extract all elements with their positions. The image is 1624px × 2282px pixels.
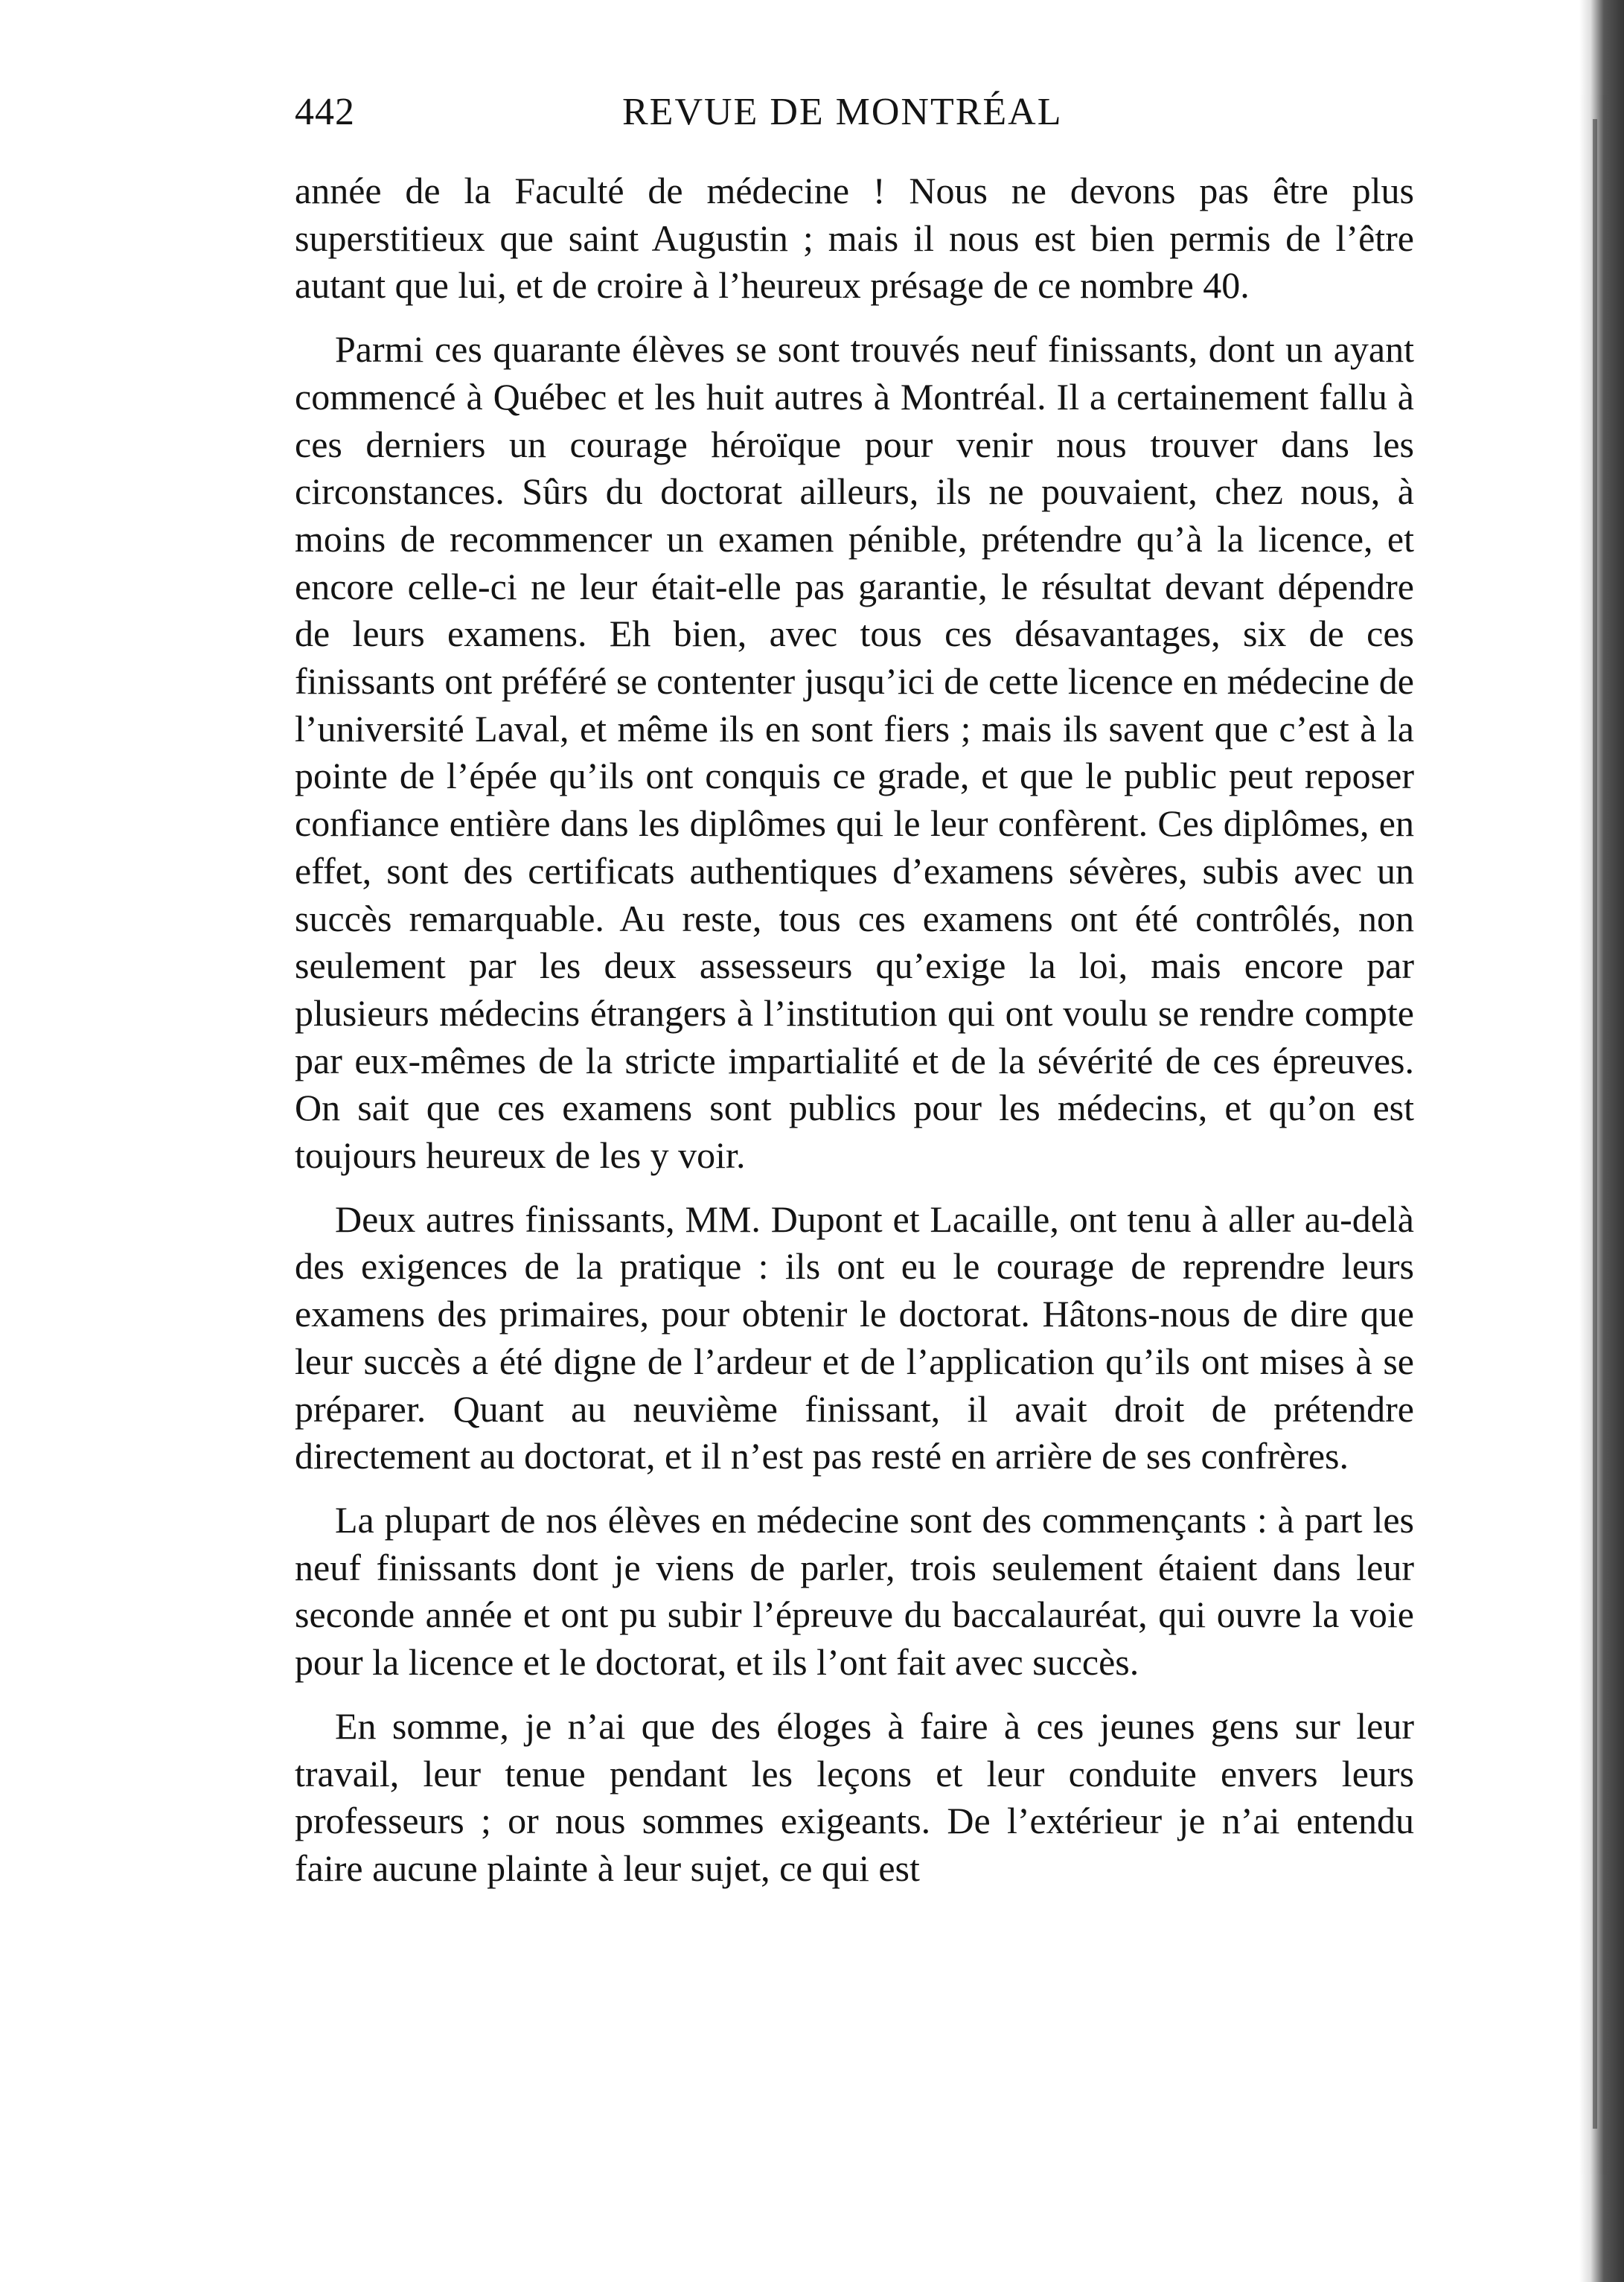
page-number: 442 bbox=[295, 91, 355, 133]
scanned-page-edge bbox=[1579, 0, 1624, 2282]
page-edge-shadow bbox=[1593, 119, 1597, 2129]
paragraph: En somme, je n’ai que des éloges à faire à ces jeunes gens sur leur travail, leur tenue pendant les leçons et leur conduite envers leurs professeurs ; or nous sommes exigeants. De l’extérieur je n’ai entendu faire aucune plainte à leur sujet, ce qui est bbox=[295, 1704, 1414, 1889]
paragraph: Parmi ces quarante élèves se sont trouvés neuf finissants, dont un ayant commencé à Québec et les huit autres à Montréal. Il a certainement fallu à ces derniers un courage héroïque pour venir nous trouver dans les circonstances. Sûrs du doctorat ailleurs, ils ne pouvaient, chez nous, à moins de recommencer un examen pénible, prétendre qu’à la licence, et encore celle-ci ne leur était-elle pas garantie, le résultat devant dépendre de leurs examens. Eh bien, avec tous ces désavantages, six de ces finissants ont préféré se contenter jusqu’ici de cette licence en médecine de l’université Laval, et même ils en sont fiers ; mais ils savent que c’est à la pointe de l’épée qu’ils ont conquis ce grade, et que le public peut reposer confiance entière dans les diplômes qui le leur confèrent. Ces diplômes, en effet, sont des certificats authentiques d’examens sévères, subis avec un succès remarquable. Au reste, tous ces examens ont été contrôlés, non seulement par les deux assesseurs qu’exige la loi, mais encore par plusieurs médecins étrangers à l’institution qui ont voulu se rendre compte par eux-mêmes de la stricte impartialité et de la sévérité de ces épreuves. On sait que ces examens sont publics pour les médecins, et qu’on est toujours heureux de les y voir. bbox=[295, 328, 1414, 1177]
body-text bbox=[295, 167, 1414, 1893]
running-title: REVUE DE MONTRÉAL bbox=[622, 91, 1063, 133]
paragraph: La plupart de nos élèves en médecine sont des commençants : à part les neuf finissants dont je viens de parler, trois seulement étaient dans leur seconde année et ont pu subir l’épreuve du baccalauréat, qui ouvre la voie pour la licence et le doctorat, et ils l’ont fait avec succès. bbox=[295, 1498, 1414, 1684]
paragraph: Deux autres finissants, MM. Dupont et Lacaille, ont tenu à aller au-delà des exigences de la pratique : ils ont eu le courage de reprendre leurs examens des primaires, pour obtenir le doctorat. Hâtons-nous de dire que leur succès a été digne de l’ardeur et de l’application qu’ils ont mises à se préparer. Quant au neuvième finissant, il avait droit de prétendre directement au doctorat, et il n’est pas resté en arrière de ses confrères. bbox=[295, 1198, 1414, 1477]
page-header bbox=[295, 86, 1411, 146]
paragraph: année de la Faculté de médecine ! Nous ne devons pas être plus superstitieux que saint Augustin ; mais il nous est bien permis de l’être autant que lui, et de croire à l’heureux présage de ce nombre 40. bbox=[295, 170, 1414, 307]
